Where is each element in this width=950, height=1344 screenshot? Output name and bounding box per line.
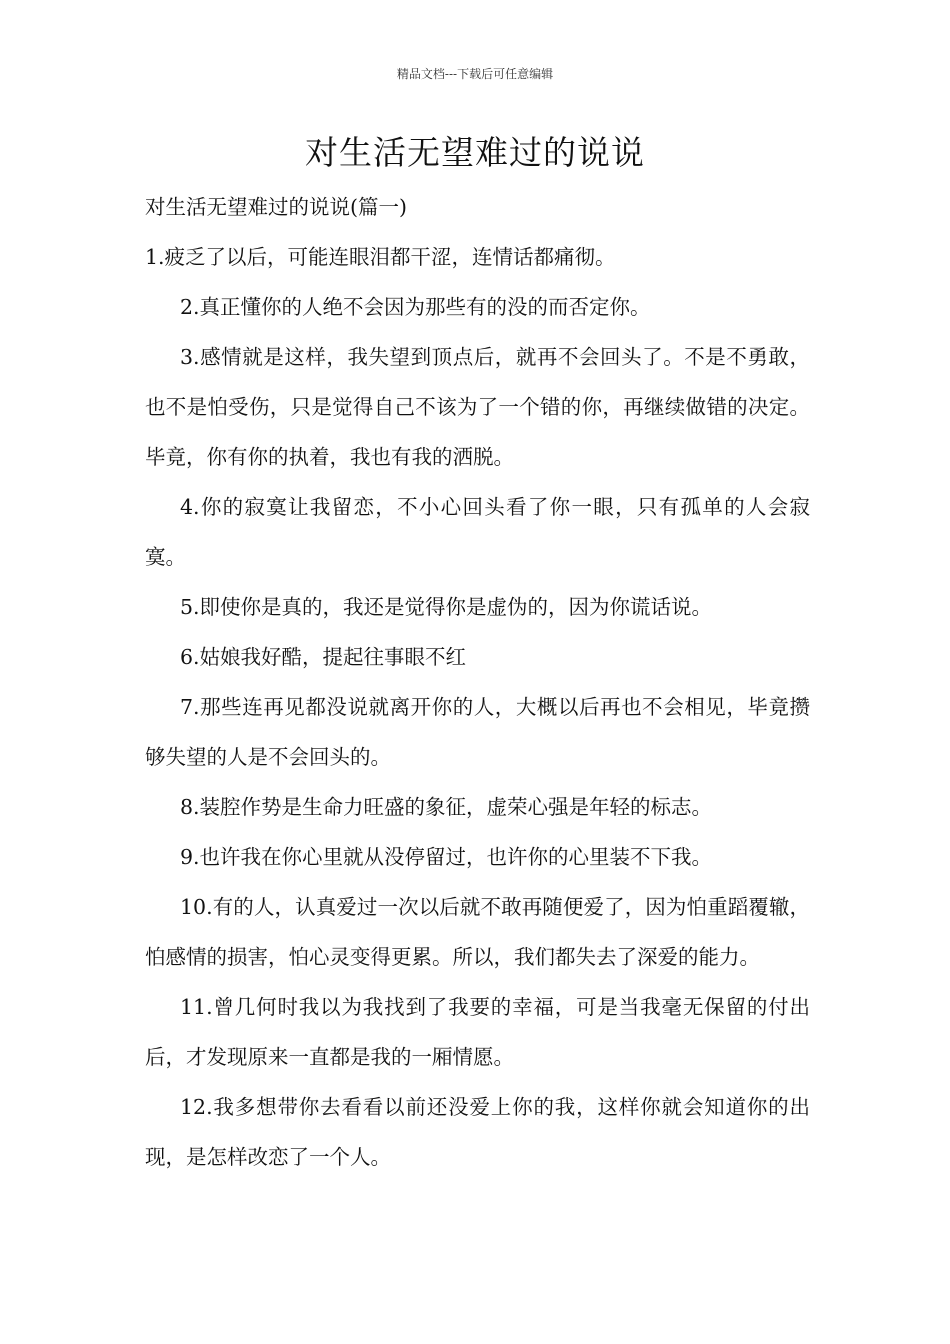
- paragraph-4: 4.你的寂寞让我留恋，不小心回头看了你一眼，只有孤单的人会寂寞。: [145, 495, 810, 569]
- document-body: [145, 182, 810, 1182]
- paragraph-6: 6.姑娘我好酷，提起往事眼不红: [180, 645, 467, 669]
- paragraph-12: 12.我多想带你去看看以前还没爱上你的我，这样你就会知道你的出现，是怎样改恋了一个人。: [145, 1095, 810, 1169]
- paragraph-9: 9.也许我在你心里就从没停留过，也许你的心里装不下我。: [180, 845, 713, 869]
- paragraph-10: 10.有的人，认真爱过一次以后就不敢再随便爱了，因为怕重蹈覆辙，怕感情的损害，怕心灵变得更累。所以，我们都失去了深爱的能力。: [145, 895, 810, 969]
- paragraph-8: 8.装腔作势是生命力旺盛的象征，虚荣心强是年轻的标志。: [180, 795, 713, 819]
- paragraph-2: 2.真正懂你的人绝不会因为那些有的没的而否定你。: [180, 295, 651, 319]
- paragraph-3: 3.感情就是这样，我失望到顶点后，就再不会回头了。不是不勇敢，也不是怕受伤，只是觉得自己不该为了一个错的你，再继续做错的决定。毕竟，你有你的执着，我也有我的洒脱。: [145, 345, 810, 469]
- document-subtitle: 对生活无望难过的说说(篇一): [145, 195, 407, 219]
- paragraph-5: 5.即使你是真的，我还是觉得你是虚伪的，因为你谎话说。: [180, 595, 713, 619]
- header-note: 精品文档---下载后可任意编辑: [396, 67, 554, 81]
- document-title: 对生活无望难过的说说: [305, 133, 645, 172]
- paragraph-1: 1.疲乏了以后，可能连眼泪都干涩，连情话都痛彻。: [145, 245, 616, 269]
- paragraph-11: 11.曾几何时我以为我找到了我要的幸福，可是当我毫无保留的付出后，才发现原来一直都是我的一厢情愿。: [145, 995, 810, 1069]
- paragraph-7: 7.那些连再见都没说就离开你的人，大概以后再也不会相见，毕竟攒够失望的人是不会回头的。: [145, 695, 810, 769]
